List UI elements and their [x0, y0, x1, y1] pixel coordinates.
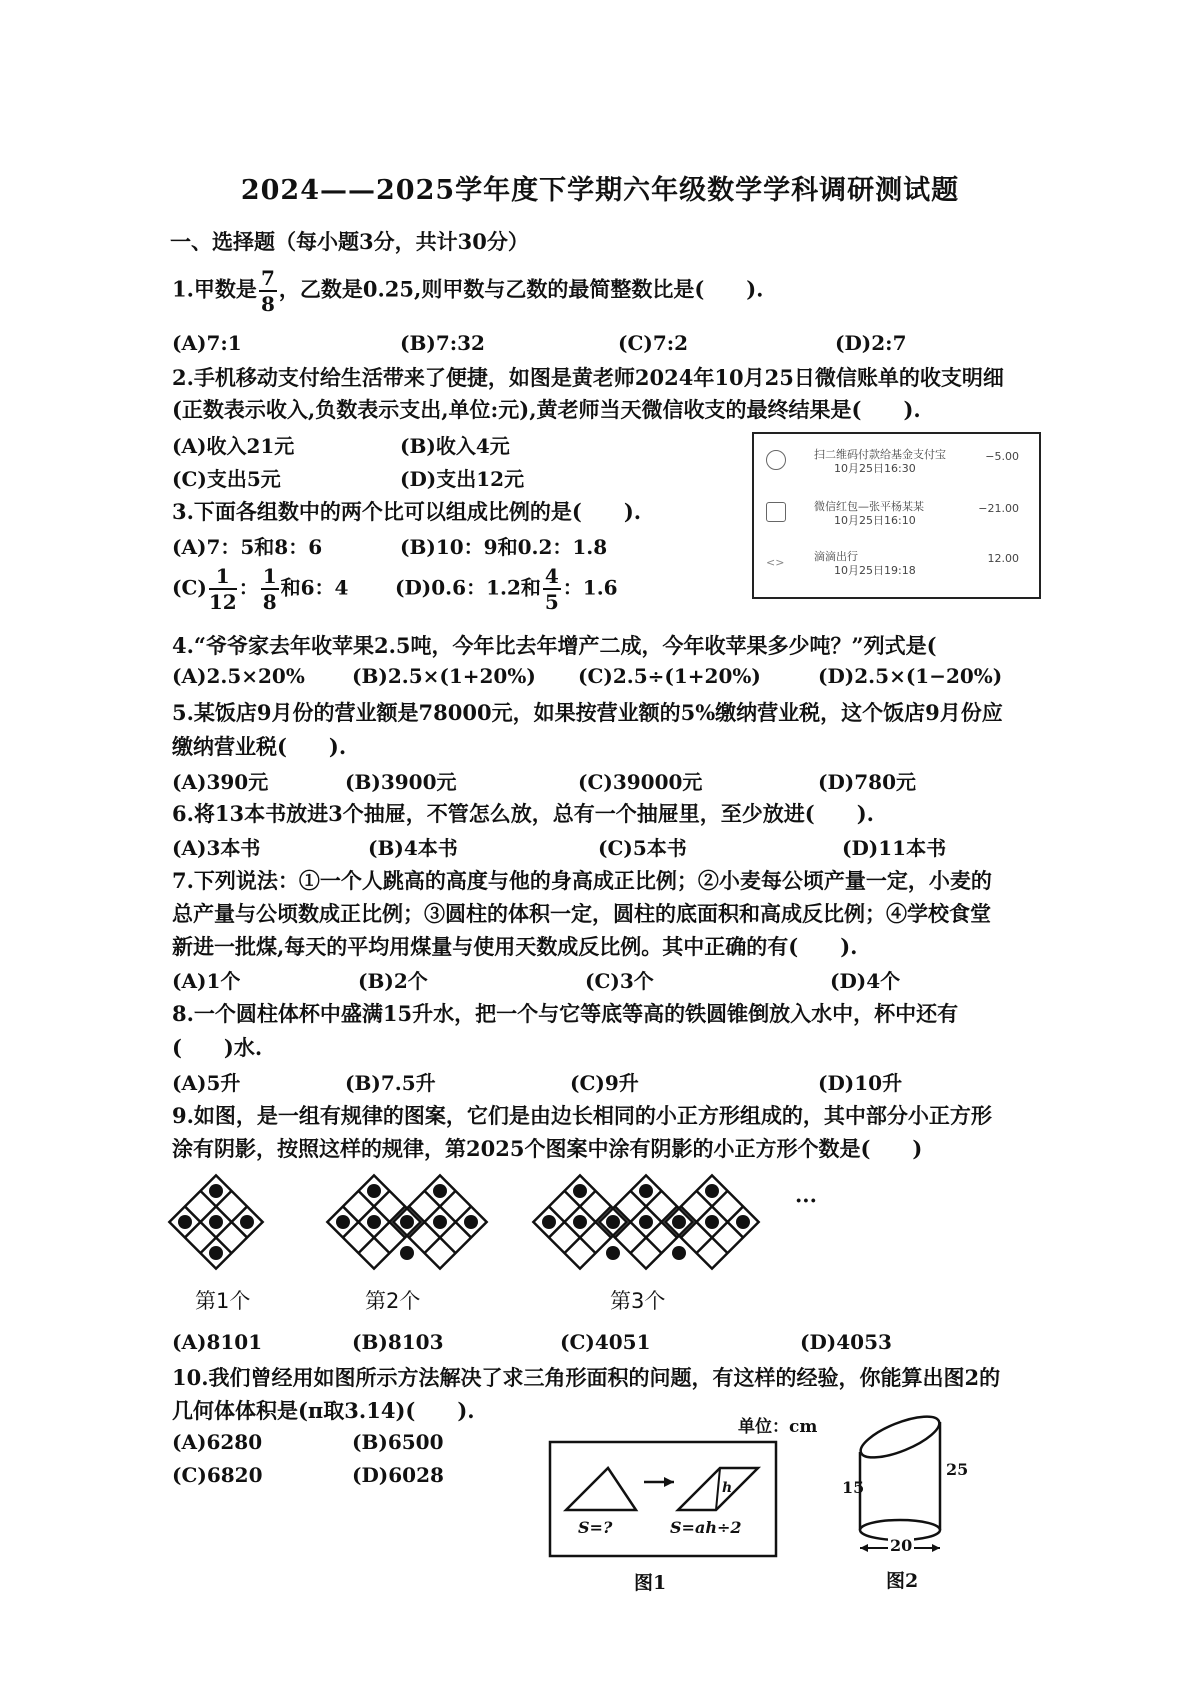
q1-text-post: ，乙数是0.25,则甲数与乙数的最简整数比是( ).: [278, 276, 764, 302]
pattern-label-3: 第3个: [610, 1289, 666, 1313]
fraction: [209, 566, 237, 612]
q3-option-d[interactable]: [395, 566, 618, 612]
fraction-numerator: 4: [544, 564, 559, 588]
q7-option-d[interactable]: (D)4个: [830, 969, 901, 993]
q9-option-a[interactable]: (A)8101: [172, 1330, 263, 1354]
q7-option-b[interactable]: (B)2个: [358, 969, 428, 993]
q3-option-c[interactable]: (C) $\frac{1}{12}$ ： $\frac{1}{8}$ 和6：4: [172, 564, 349, 614]
bill-row: [762, 444, 1031, 484]
dim-bottom-label: 20: [890, 1536, 913, 1555]
fraction-denominator: 12: [208, 590, 237, 614]
option-suffix: 和6：4: [280, 575, 349, 600]
q8-option-c[interactable]: (C)9升: [570, 1071, 639, 1095]
fraction-numerator: 1: [262, 564, 277, 588]
red-packet-icon: [766, 502, 786, 522]
q9-option-c[interactable]: (C)4051: [560, 1330, 651, 1354]
q8-option-b[interactable]: (B)7.5升: [345, 1071, 436, 1095]
q9-option-b[interactable]: (B)8103: [352, 1330, 444, 1354]
q2-option-c[interactable]: (C)支出5元: [172, 467, 281, 491]
q1-text-pre: 1.甲数是: [172, 276, 257, 302]
q7-line-1: 7.下列说法：①一个人跳高的高度与他的身高成正比例；②小麦每公顷产量一定，小麦的: [172, 868, 992, 893]
pattern-label-1: 第1个: [195, 1289, 251, 1313]
q6-option-b[interactable]: (B)4本书: [368, 836, 458, 860]
pattern-ellipsis: ···: [795, 1188, 817, 1213]
dim-left-label: 15: [842, 1478, 865, 1497]
bill-time: 10月25日16:10: [834, 514, 916, 527]
q10-line-2: 几何体体积是(π取3.14)( ).: [172, 1398, 475, 1423]
section-heading: 一、选择题（每小题3分，共计30分）: [170, 229, 529, 254]
q9-line-1: 9.如图，是一组有规律的图案，它们是由边长相同的小正方形组成的，其中部分小正方形: [172, 1103, 992, 1128]
merchant-icon: [766, 450, 786, 470]
pattern-figures: [160, 1160, 800, 1290]
fraction-numerator: 1: [209, 566, 237, 590]
didi-icon: <>: [766, 556, 785, 569]
bill-amount: 12.00: [987, 552, 1019, 565]
q1-option-b[interactable]: (B)7:32: [400, 331, 485, 355]
bill-row: [762, 496, 1031, 536]
q3-option-b[interactable]: (B)10：9和0.2：1.8: [400, 535, 608, 559]
fraction-numerator: 7: [260, 266, 275, 290]
q5-line-2: 缴纳营业税( ).: [172, 734, 347, 759]
q8-option-a[interactable]: (A)5升: [172, 1071, 241, 1095]
q9-option-d[interactable]: (D)4053: [800, 1330, 892, 1354]
q1-fraction: [259, 268, 277, 314]
q10-option-d[interactable]: (D)6028: [352, 1463, 444, 1487]
q8-line-1: 8.一个圆柱体杯中盛满15升水，把一个与它等底等高的铁圆锥倒放入水中，杯中还有: [172, 1001, 959, 1026]
q10-option-c[interactable]: (C)6820: [172, 1463, 263, 1487]
q2-line-1: 2.手机移动支付给生活带来了便捷，如图是黄老师2024年10月25日微信账单的收支明细: [172, 365, 1004, 390]
option-suffix: ：1.6: [562, 575, 618, 600]
q2-line-2: (正数表示收入,负数表示支出,单位:元),黄老师当天微信收支的最终结果是( ).: [172, 397, 921, 422]
q5-option-c[interactable]: (C)39000元: [578, 770, 703, 794]
q4-line: 4.“爷爷家去年收苹果2.5吨，今年比去年增产二成，今年收苹果多少吨？”列式是(: [172, 633, 937, 658]
bill-name: 扫二维码付款给基金支付宝: [814, 448, 946, 461]
q9-line-2: 涂有阴影，按照这样的规律，第2025个图案中涂有阴影的小正方形个数是( ): [172, 1136, 923, 1161]
q3-option-a[interactable]: (A)7：5和8：6: [172, 535, 323, 559]
q2-option-a[interactable]: (A)收入21元: [172, 434, 295, 458]
q7-line-3: 新进一批煤,每天的平均用煤量与使用天数成反比例。其中正确的有( ).: [172, 934, 858, 959]
q6-option-d[interactable]: (D)11本书: [842, 836, 947, 860]
bill-name: 滴滴出行: [814, 550, 858, 563]
q8-option-d[interactable]: (D)10升: [818, 1071, 903, 1095]
q6-option-c[interactable]: (C)5本书: [598, 836, 687, 860]
option-prefix: (C): [172, 575, 207, 600]
q3-line: 3.下面各组数中的两个比可以组成比例的是( ).: [172, 499, 642, 524]
q1-option-a[interactable]: (A)7:1: [172, 331, 242, 355]
bill-row: [762, 546, 1031, 586]
bill-time: 10月25日16:30: [834, 462, 916, 475]
fraction-denominator: 8: [262, 590, 277, 614]
q7-option-a[interactable]: (A)1个: [172, 969, 241, 993]
dim-right-label: 25: [946, 1460, 969, 1479]
q1-option-c[interactable]: (C)7:2: [618, 331, 689, 355]
q10-line-1: 10.我们曾经用如图所示方法解决了求三角形面积的问题，有这样的经验，你能算出图2的: [172, 1365, 1001, 1390]
figure-1-triangle: [548, 1440, 778, 1560]
bill-time: 10月25日19:18: [834, 564, 916, 577]
fraction-denominator: 8: [260, 292, 275, 316]
bill-amount: −21.00: [978, 502, 1019, 515]
wechat-bill-image: [752, 432, 1041, 599]
fig1-s1-label: S=?: [578, 1518, 613, 1537]
unit-label: 单位：cm: [738, 1417, 818, 1437]
q4-option-a[interactable]: (A)2.5×20%: [172, 664, 305, 688]
q2-option-d[interactable]: (D)支出12元: [400, 467, 525, 491]
q1-option-d[interactable]: (D)2:7: [835, 331, 907, 355]
q5-line-1: 5.某饭店9月份的营业额是78000元，如果按营业额的5%缴纳营业税，这个饭店9月份应: [172, 700, 1003, 725]
q2-option-b[interactable]: (B)收入4元: [400, 434, 510, 458]
question-1: [172, 268, 764, 314]
fraction-denominator: 5: [544, 590, 559, 614]
pattern-label-2: 第2个: [365, 1289, 421, 1313]
fig1-h-label: h: [722, 1480, 733, 1496]
fig1-s2-label: S=ah÷2: [670, 1518, 742, 1537]
q7-line-2: 总产量与公顷数成正比例；③圆柱的体积一定，圆柱的底面积和高成反比例；④学校食堂: [172, 901, 991, 926]
q5-option-b[interactable]: (B)3900元: [345, 770, 457, 794]
option-prefix: (D)0.6：1.2和: [395, 575, 541, 600]
q10-option-b[interactable]: (B)6500: [352, 1430, 444, 1454]
q10-option-a[interactable]: (A)6280: [172, 1430, 263, 1454]
q6-line: 6.将13本书放进3个抽屉，不管怎么放，总有一个抽屉里，至少放进( ).: [172, 801, 874, 826]
q6-option-a[interactable]: (A)3本书: [172, 836, 261, 860]
q7-option-c[interactable]: (C)3个: [585, 969, 654, 993]
page-title: 2024——2025学年度下学期六年级数学学科调研测试题: [240, 175, 960, 206]
bill-name: 微信红包—张平杨某某: [814, 500, 924, 513]
q4-option-b[interactable]: (B)2.5×(1+20%): [352, 664, 536, 688]
figure-1-caption: 图1: [634, 1572, 667, 1594]
q4-option-c[interactable]: (C)2.5÷(1+20%): [578, 664, 761, 688]
bill-amount: −5.00: [985, 450, 1019, 463]
q5-option-d[interactable]: (D)780元: [818, 770, 917, 794]
fraction: [543, 566, 561, 612]
q8-line-2: ( )水.: [172, 1035, 263, 1060]
figure-2-caption: 图2: [886, 1570, 919, 1592]
fraction: [261, 566, 279, 612]
q5-option-a[interactable]: (A)390元: [172, 770, 269, 794]
q4-option-d[interactable]: (D)2.5×(1−20%): [818, 664, 1003, 688]
